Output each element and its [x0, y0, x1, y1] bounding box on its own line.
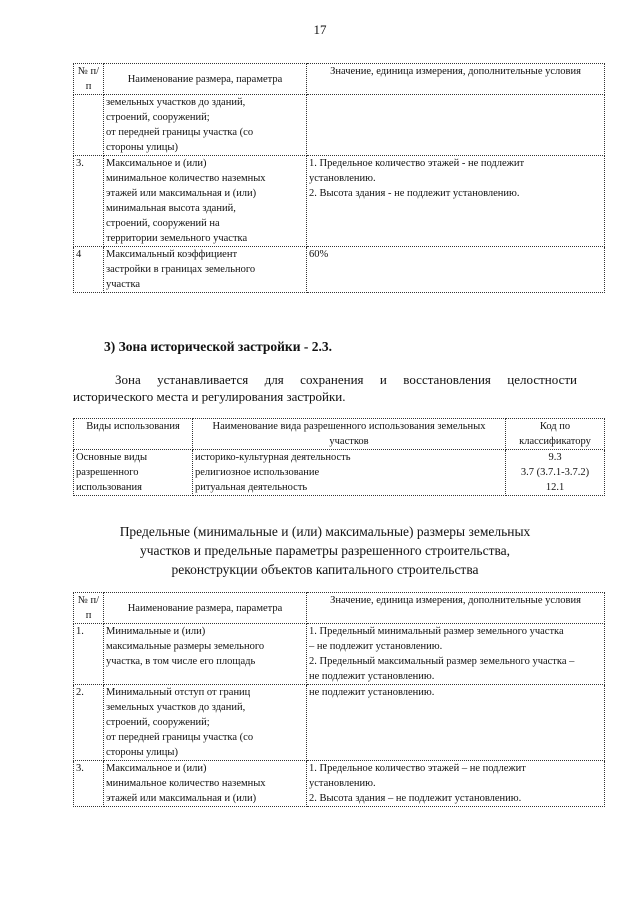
text-line: участка, в том числе его площадь: [106, 656, 256, 667]
text-line: Максимальное и (или): [106, 763, 207, 774]
row-value: [307, 156, 605, 247]
table-row: [74, 685, 605, 761]
row-parameter: [104, 95, 307, 156]
column-header-use-kind: Виды использования: [74, 419, 193, 450]
text-line: 2. Высота здания – не подлежит установлению.: [309, 793, 522, 804]
text-line: разрешенного: [76, 467, 139, 478]
row-parameter: [104, 685, 307, 761]
text-line: 12.1: [545, 482, 565, 493]
row-parameter: [104, 761, 307, 807]
row-value: [307, 761, 605, 807]
text-line: Минимальный отступ от границ: [106, 687, 251, 698]
row-parameter: [104, 247, 307, 293]
column-header-number: № п/п: [74, 593, 104, 624]
text-line: Минимальные и (или): [106, 626, 206, 637]
zone-description: Зона устанавливается для сохранения и восстановления целостности исторического места и регулирования застройки.: [73, 372, 577, 404]
text-line: 1. Предельный минимальный размер земельного участка: [309, 626, 564, 637]
limits-title: [73, 522, 577, 579]
row-number: 1.: [74, 624, 104, 685]
text-line: 2. Предельный максимальный размер земельного участка –: [309, 656, 575, 667]
row-number: 3.: [74, 761, 104, 807]
table-row: [74, 95, 605, 156]
text-line: 1. Предельное количество этажей – не подлежит: [309, 763, 526, 774]
text-line: от передней границы участка (со: [106, 732, 254, 743]
table-row: [74, 450, 605, 496]
table-row: [74, 761, 605, 807]
text-line: 2. Высота здания - не подлежит установлению.: [309, 188, 520, 199]
text-line: стороны улицы): [106, 747, 178, 758]
text-line: реконструкции объектов капитального строительства: [171, 562, 479, 577]
text-line: – не подлежит установлению.: [309, 641, 443, 652]
text-line: земельных участков до зданий,: [106, 97, 246, 108]
text-line: минимальное количество наземных: [106, 778, 266, 789]
text-line: этажей или максимальная и (или): [106, 793, 257, 804]
column-header-number: № п/п: [74, 64, 104, 95]
text-line: минимальное количество наземных: [106, 173, 266, 184]
text-line: ритуальная деятельность: [195, 482, 308, 493]
row-parameter: [104, 156, 307, 247]
text-line: Максимальное и (или): [106, 158, 207, 169]
column-header-parameter: Наименование размера, параметра: [104, 64, 307, 95]
use-kind-cell: [74, 450, 193, 496]
section-heading: 3) Зона исторической застройки - 2.3.: [104, 339, 332, 354]
text-line: максимальные размеры земельного: [106, 641, 265, 652]
row-number: 3.: [74, 156, 104, 247]
text-line: участка: [106, 279, 141, 290]
row-value: [307, 247, 605, 293]
text-line: застройки в границах земельного: [106, 264, 256, 275]
text-line: религиозное использование: [195, 467, 320, 478]
text-line: этажей или максимальная и (или): [106, 188, 257, 199]
text-line: Максимальный коэффициент: [106, 249, 238, 260]
text-line: 1. Предельное количество этажей - не подлежит: [309, 158, 525, 169]
page-number: 17: [313, 22, 327, 37]
row-value: [307, 95, 605, 156]
text-line: использования: [76, 482, 142, 493]
table-row: [74, 624, 605, 685]
table-row: [74, 156, 605, 247]
text-line: территории земельного участка: [106, 233, 248, 244]
column-header-parameter: Наименование размера, параметра: [104, 593, 307, 624]
text-line: минимальная высота зданий,: [106, 203, 236, 214]
text-line: стороны улицы): [106, 142, 178, 153]
row-number: 4: [74, 247, 104, 293]
column-header-code: Код по классификатору: [506, 419, 605, 450]
column-header-value: Значение, единица измерения, дополнительные условия: [307, 593, 605, 624]
text-line: 60%: [309, 249, 329, 260]
column-header-use-name: Наименование вида разрешенного использования земельных участков: [193, 419, 506, 450]
table-header-row: [74, 593, 605, 624]
text-line: 9.3: [548, 452, 562, 463]
parameters-table-continued: [73, 63, 605, 293]
column-header-value: Значение, единица измерения, дополнительные условия: [307, 64, 605, 95]
text-line: строений, сооружений;: [106, 112, 210, 123]
parameters-table: [73, 592, 605, 807]
text-line: историко-культурная деятельность: [195, 452, 351, 463]
text-line: участков и предельные параметры разрешенного строительства,: [139, 543, 511, 558]
row-value: [307, 624, 605, 685]
text-line: Предельные (минимальные и (или) максимальные) размеры земельных: [119, 524, 531, 539]
text-line: не подлежит установлению.: [309, 671, 435, 682]
text-line: установлению.: [309, 778, 376, 789]
text-line: установлению.: [309, 173, 376, 184]
text-line: от передней границы участка (со: [106, 127, 254, 138]
code-cell: [506, 450, 605, 496]
table-header-row: [74, 419, 605, 450]
text-line: не подлежит установлению.: [309, 687, 435, 698]
text-line: строений, сооружений на: [106, 218, 220, 229]
table-row: [74, 247, 605, 293]
text-line: Основные виды: [76, 452, 148, 463]
row-number: 2.: [74, 685, 104, 761]
text-line: строений, сооружений;: [106, 717, 210, 728]
table-header-row: [74, 64, 605, 95]
permitted-use-table: [73, 418, 605, 496]
use-name-cell: [193, 450, 506, 496]
row-number: [74, 95, 104, 156]
row-parameter: [104, 624, 307, 685]
row-value: [307, 685, 605, 761]
text-line: 3.7 (3.7.1-3.7.2): [520, 467, 590, 478]
text-line: земельных участков до зданий,: [106, 702, 246, 713]
